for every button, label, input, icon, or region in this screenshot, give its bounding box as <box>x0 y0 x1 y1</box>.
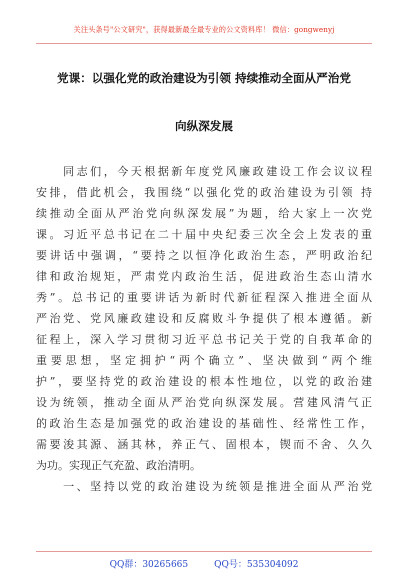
body-line: 的政治生态是加强党的政治建设的基础性、经常性工作， <box>36 417 372 430</box>
body-line: 课。习近平总书记在二十届中央纪委三次全会上发表的重 <box>36 228 372 241</box>
footer-qq-group: QQ群：30265665 <box>109 560 189 570</box>
body-line: 重要思想，坚定拥护“两个确立”、坚决做到“两个维 <box>36 354 372 367</box>
section-heading-line: 一、坚持以党的政治建设为统领是推进全面从严治党 <box>36 480 372 493</box>
body-line: 护”，要坚持党的政治建设的根本性地位，以党的政治建 <box>36 375 372 388</box>
body-line: 征程上，深入学习贯彻习近平总书记关于党的自我革命的 <box>36 333 372 346</box>
body-line: 需要浚其源、涵其林，养正气、固根本，锲而不舍、久久 <box>36 438 372 451</box>
footer-qq-number: QQ号：535304092 <box>214 560 299 570</box>
body-line: 要讲话中强调，“要持之以恒净化政治生态，严明政治纪 <box>36 249 372 262</box>
footer-contact <box>0 557 408 570</box>
body-line: 设为统领，推动全面从严治党向纵深发展。营建风清气正 <box>36 396 372 409</box>
body-line: 续推动全面从严治党向纵深发展”为题，给大家上一次党 <box>36 207 372 220</box>
document-title-line-1: 党课：以强化党的政治建设为引领 持续推动全面从严治党 <box>57 71 351 85</box>
document-title-line-2: 向纵深发展 <box>175 119 233 133</box>
document-body <box>36 161 372 497</box>
header-banner: 关注头条号"公文研究"，获得最新最全最专业的公文资料库！ 微信：gongwenyj <box>73 25 335 34</box>
footer-divider <box>36 551 372 552</box>
header-divider <box>36 43 372 44</box>
body-line: 秀”。总书记的重要讲话为新时代新征程深入推进全面从 <box>36 291 372 304</box>
body-line: 同志们，今天根据新年度党风廉政建设工作会议议程 <box>36 165 372 178</box>
body-line: 安排，借此机会，我围绕“以强化党的政治建设为引领 持 <box>36 186 372 199</box>
body-line: 为功。实现正气充盈、政治清明。 <box>36 459 201 472</box>
body-line: 严治党、党风廉政建设和反腐败斗争提供了根本遵循。新 <box>36 312 372 325</box>
body-line: 律和政治规矩，严肃党内政治生活，促进政治生态山清水 <box>36 270 372 283</box>
